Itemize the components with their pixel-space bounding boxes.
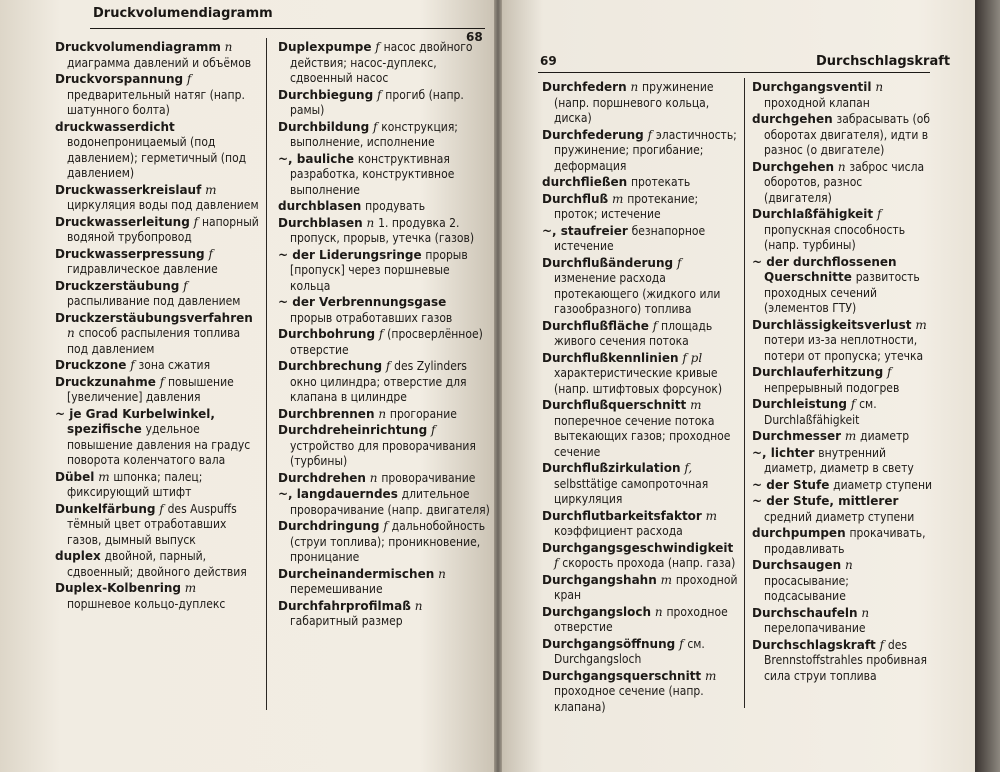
dictionary-entry — [55, 502, 260, 549]
entry-headword: Druckzerstäubung — [55, 278, 180, 293]
entry-gender: n — [438, 566, 446, 581]
dictionary-entry — [542, 175, 738, 191]
entry-translation: заброс числа оборотов, разнос (двигателя) — [764, 159, 925, 205]
entry-translation: просасывание; подсасывание — [764, 573, 849, 603]
entry-gender: f — [850, 397, 856, 411]
dictionary-entry — [542, 224, 738, 255]
entry-headword: Druckvorspannung — [55, 72, 184, 86]
dictionary-entry — [278, 199, 490, 215]
dictionary-entry — [278, 295, 490, 326]
entry-headword: ~ je Grad Kurbelwinkel, spezifische — [55, 406, 215, 436]
entry-translation: продувать — [365, 199, 426, 213]
entry-gender: n — [630, 80, 639, 94]
entry-headword: Durchgangsgeschwindigkeit — [542, 540, 734, 555]
entry-headword: Durchdringung — [278, 519, 380, 533]
entry-gender: n — [654, 604, 663, 619]
entry-translation: циркуляция воды под давлением — [67, 198, 259, 212]
entry-translation: конструктивная разработка, конструктивное выполнение — [290, 151, 455, 197]
entry-translation: площадь живого сечения потока — [554, 318, 713, 348]
dictionary-entry — [278, 88, 490, 119]
entry-headword: ~ der Liderungsringe — [278, 247, 422, 262]
entry-headword: durchblasen — [278, 199, 362, 213]
entry-headword: Durchschaufeln — [752, 605, 858, 620]
right-page — [498, 0, 976, 772]
dictionary-entry — [55, 72, 260, 119]
entry-translation: des Zylinders окно цилиндра; отверстие для клапана в цилиндре — [290, 359, 467, 404]
dictionary-entry — [278, 519, 490, 566]
left-column-1 — [55, 40, 260, 613]
entry-gender: m — [184, 581, 197, 595]
entry-gender: n — [861, 605, 870, 620]
entry-gender: f — [385, 359, 391, 373]
dictionary-entry — [278, 471, 490, 487]
entry-translation: протекать — [631, 175, 691, 189]
entry-translation: des Brennstoffstrahles пробивная сила струи топлива — [764, 637, 927, 683]
dictionary-entry — [55, 581, 260, 612]
entry-translation: характеристические кривые (напр. штифтовых форсунок) — [554, 366, 723, 396]
left-page-number: 68 — [466, 30, 483, 44]
dictionary-entry — [752, 207, 932, 254]
entry-headword: Durchflußzirkulation — [542, 461, 681, 475]
entry-headword: Durchbrennen — [278, 406, 375, 421]
entry-translation: двойной, парный, сдвоенный; двойного действия — [67, 549, 247, 579]
entry-headword: Durchschlagskraft — [752, 637, 876, 652]
dictionary-entry — [752, 160, 932, 207]
right-column-2 — [752, 80, 932, 685]
entry-translation: гидравлическое давление — [67, 262, 218, 276]
entry-gender: f — [159, 374, 165, 389]
entry-headword: Durchgehen — [752, 159, 835, 174]
entry-headword: Durchfedern — [542, 80, 627, 94]
entry-gender: f — [431, 423, 436, 437]
dictionary-entry — [542, 398, 738, 460]
dictionary-entry — [55, 470, 260, 501]
entry-translation: водонепроницаемый (под давлением); герметичный (под давлением) — [67, 135, 247, 180]
entry-headword: Durchbildung — [278, 119, 370, 134]
entry-headword: Druckvolumendiagramm — [55, 40, 221, 54]
entry-translation: устройство для проворачивания (турбины) — [290, 438, 476, 468]
entry-translation: диаметр ступени — [833, 477, 933, 492]
dictionary-entry — [278, 423, 490, 470]
entry-headword: ~, bauliche — [278, 151, 355, 166]
entry-gender: m — [205, 182, 217, 197]
entry-translation: диаметр — [860, 429, 910, 443]
entry-headword: Durchgangsöffnung — [542, 636, 676, 651]
dictionary-entry — [542, 605, 738, 636]
entry-gender: f — [652, 318, 658, 333]
dictionary-entry — [278, 248, 490, 295]
entry-gender: f — [373, 119, 378, 134]
dictionary-entry — [752, 558, 932, 605]
entry-translation: скорость прохода (напр. газа) — [562, 556, 736, 570]
entry-headword: Duplex-Kolbenring — [55, 581, 181, 595]
entry-headword: ~ der Stufe, mittlerer — [752, 494, 899, 508]
entry-translation: прорыв [пропуск] через поршневые кольца — [290, 247, 468, 293]
entry-headword: Durchgangshahn — [542, 572, 657, 587]
entry-headword: ~ der Verbrennungsgase — [278, 295, 447, 309]
entry-headword: Druckzone — [55, 358, 127, 372]
entry-translation: шпонка; палец; фиксирующий штифт — [67, 469, 203, 499]
entry-headword: Druckwasserpressung — [55, 246, 205, 261]
entry-translation: см. Durchlaßfähigkeit — [764, 397, 877, 427]
dictionary-entry — [278, 599, 490, 630]
entry-translation: des Auspuffs тёмный цвет отработавших газов, дымный выпуск — [67, 501, 237, 547]
entry-translation: пружинение (напр. поршневого кольца, диска) — [554, 80, 714, 125]
entry-translation: длительное проворачивание (напр. двигателя) — [290, 487, 490, 517]
entry-headword: Druckwasserkreislauf — [55, 182, 202, 197]
dictionary-entry — [55, 311, 260, 358]
entry-gender: f — [647, 127, 653, 142]
entry-translation: конструкция; выполнение, исполнение — [290, 119, 458, 149]
entry-translation: протекание; проток; истечение — [554, 191, 699, 221]
entry-headword: ~, langdauerndes — [278, 487, 398, 501]
dictionary-entry — [752, 638, 932, 685]
entry-gender: m — [690, 398, 702, 412]
entry-gender: f — [130, 358, 135, 372]
entry-translation: перелопачивание — [764, 621, 866, 635]
right-running-header: Durchschlagskraft — [816, 54, 951, 69]
dictionary-entry — [542, 669, 738, 716]
dictionary-entry — [278, 216, 490, 247]
dictionary-entry — [55, 40, 260, 71]
entry-gender: f, — [684, 461, 693, 475]
entry-translation: проходное сечение (напр. клапана) — [554, 684, 704, 714]
left-running-header: Druckvolumendiagramm — [93, 6, 273, 21]
entry-gender: f — [887, 365, 892, 379]
entry-gender: n — [875, 80, 884, 94]
entry-translation: насос двойного действия; насос-дуплекс, сдвоенный насос — [290, 40, 473, 85]
entry-translation: удельное повышение давления на градус поворота коленчатого вала — [67, 422, 251, 467]
dictionary-entry — [542, 637, 738, 668]
entry-gender: f — [378, 327, 384, 341]
entry-translation: проходной клапан — [764, 95, 870, 110]
entry-translation: прогорание — [389, 406, 457, 421]
entry-translation: габаритный размер — [290, 614, 403, 628]
dictionary-entry — [55, 358, 260, 374]
dictionary-entry — [542, 80, 738, 127]
entry-headword: Durchbohrung — [278, 327, 376, 341]
entry-gender: f — [208, 246, 213, 261]
right-page-number: 69 — [540, 54, 557, 68]
entry-headword: Durchflußfläche — [542, 318, 649, 333]
dictionary-entry — [752, 446, 932, 477]
entry-headword: Druckwasserleitung — [55, 214, 190, 229]
dictionary-entry — [542, 351, 738, 398]
entry-headword: Durchgangsquerschnitt — [542, 668, 702, 683]
entry-translation: проходной кран — [554, 572, 738, 602]
entry-translation: зона сжатия — [138, 358, 211, 372]
entry-gender: n — [224, 40, 233, 54]
entry-headword: Durchfluß — [542, 191, 609, 206]
entry-translation: (просверлённое) отверстие — [290, 327, 483, 357]
dictionary-entry — [542, 573, 738, 604]
dictionary-entry — [55, 247, 260, 278]
entry-headword: Druckzunahme — [55, 374, 156, 389]
entry-translation: прорыв отработавших газов — [290, 310, 453, 325]
dictionary-entry — [278, 152, 490, 199]
dictionary-entry — [752, 526, 932, 557]
entry-gender: m — [611, 191, 624, 206]
entry-gender: f — [383, 519, 388, 533]
entry-headword: Durchfahrprofilmaß — [278, 598, 411, 613]
dictionary-entry — [752, 365, 932, 396]
entry-gender: f — [554, 556, 559, 570]
right-column-divider — [744, 78, 745, 708]
entry-headword: Durchdrehen — [278, 470, 366, 485]
entry-translation: предварительный натяг (напр. шатунного болта) — [67, 87, 245, 117]
entry-translation: коэффициент расхода — [554, 524, 683, 538]
entry-headword: ~, staufreier — [542, 223, 628, 238]
entry-translation: проворачивание — [381, 470, 476, 485]
entry-translation: безнапорное истечение — [554, 223, 706, 253]
entry-translation: средний диаметр ступени — [764, 509, 915, 524]
entry-gender: f — [183, 278, 188, 293]
entry-headword: Durchblasen — [278, 215, 363, 230]
entry-headword: Durchlaßfähigkeit — [752, 207, 874, 221]
dictionary-entry — [278, 40, 490, 87]
entry-headword: Durchlässigkeitsverlust — [752, 317, 912, 332]
dictionary-entry — [278, 487, 490, 518]
dictionary-entry — [752, 494, 932, 525]
entry-headword: Durchflußkennlinien — [542, 350, 679, 365]
entry-translation: selbsttätige самопроточная циркуляция — [554, 476, 709, 506]
entry-headword: durchgehen — [752, 112, 833, 126]
book-gutter — [494, 0, 502, 772]
dictionary-entry — [55, 215, 260, 246]
entry-gender: n — [844, 558, 853, 572]
entry-translation: прогиб (напр. рамы) — [290, 87, 464, 117]
right-column-1 — [542, 80, 738, 716]
entry-gender: f — [879, 637, 885, 652]
dictionary-entry — [752, 429, 932, 445]
entry-translation: пропускная способность (напр. турбины) — [764, 222, 906, 252]
dictionary-entry — [55, 549, 260, 580]
entry-translation: распыливание под давлением — [67, 294, 241, 308]
entry-headword: duplex — [55, 549, 101, 563]
entry-gender: f — [377, 87, 382, 102]
entry-headword: Duplexpumpe — [278, 40, 372, 54]
entry-headword: ~ der durchflossenen Querschnitte — [752, 254, 897, 284]
dictionary-entry — [542, 128, 738, 175]
right-header-rule — [538, 72, 930, 73]
book-cover-edge — [975, 0, 1000, 772]
entry-gender: f — [679, 636, 684, 651]
entry-translation: дальнобойность (струи топлива); проникновение, проницание — [290, 519, 486, 564]
entry-translation: развитость проходных сечений (элементов ГТУ) — [764, 270, 920, 315]
entry-translation: диаграмма давлений и объёмов — [67, 55, 252, 70]
entry-gender: f — [876, 207, 882, 221]
dictionary-entry — [278, 407, 490, 423]
entry-translation: см. Durchgangsloch — [554, 636, 705, 666]
dictionary-entry — [278, 120, 490, 151]
entry-gender: n — [378, 406, 387, 421]
entry-gender: f — [186, 72, 192, 86]
entry-headword: Durchmesser — [752, 429, 842, 443]
left-column-divider — [266, 38, 267, 710]
entry-gender: f — [159, 501, 164, 516]
left-column-2 — [278, 40, 490, 631]
entry-gender: f — [375, 40, 380, 54]
dictionary-entry — [542, 461, 738, 508]
entry-headword: Durcheinandermischen — [278, 566, 435, 581]
entry-translation: внутренний диаметр, диаметр в свету — [764, 445, 914, 475]
dictionary-entry — [752, 397, 932, 428]
entry-gender: m — [660, 572, 672, 587]
entry-headword: druckwasserdicht — [55, 119, 175, 134]
entry-headword: durchpumpen — [752, 526, 846, 540]
dictionary-entry — [542, 319, 738, 350]
entry-gender: n — [414, 598, 423, 613]
entry-headword: Dunkelfärbung — [55, 501, 156, 516]
dictionary-entry — [542, 192, 738, 223]
dictionary-entry — [278, 359, 490, 406]
entry-headword: Durchgangsloch — [542, 604, 652, 619]
entry-headword: Durchfederung — [542, 127, 644, 142]
dictionary-entry — [542, 541, 738, 572]
entry-headword: Durchlauferhitzung — [752, 365, 884, 379]
dictionary-entry — [542, 256, 738, 318]
entry-gender: n — [67, 326, 75, 340]
entry-gender: m — [705, 508, 718, 523]
entry-headword: Durchdreheinrichtung — [278, 423, 428, 437]
dictionary-entry — [278, 327, 490, 358]
dictionary-entry — [55, 183, 260, 214]
dictionary-entry — [752, 478, 932, 494]
entry-headword: Durchbiegung — [278, 87, 374, 102]
dictionary-entry — [752, 112, 932, 159]
entry-headword: Durchbrechung — [278, 359, 383, 373]
entry-translation: проходное отверстие — [554, 604, 728, 634]
entry-gender: f pl — [682, 350, 703, 365]
left-header-rule — [90, 28, 485, 29]
entry-translation: изменение расхода протекающего (жидкого или газообразного) топлива — [554, 271, 721, 316]
entry-translation: поперечное сечение потока вытекающих газов; проходное сечение — [554, 413, 731, 459]
entry-gender: m — [915, 317, 927, 332]
left-page — [0, 0, 498, 772]
entry-translation: способ распыления топлива под давлением — [67, 326, 241, 356]
entry-translation: 1. продувка 2. пропуск, прорыв, утечка (газов) — [290, 215, 475, 245]
dictionary-entry — [542, 509, 738, 540]
entry-gender: m — [705, 668, 717, 683]
entry-gender: n — [366, 215, 375, 230]
entry-headword: ~, lichter — [752, 445, 815, 460]
entry-gender: m — [98, 469, 110, 484]
entry-gender: n — [837, 159, 846, 174]
entry-headword: durchfließen — [542, 175, 628, 189]
entry-translation: непрерывный подогрев — [764, 380, 900, 395]
entry-gender: f — [676, 255, 682, 270]
entry-gender: f — [193, 214, 199, 229]
dictionary-entry — [752, 318, 932, 365]
entry-translation: повышение [увеличение] давления — [67, 374, 234, 404]
dictionary-entry — [55, 407, 260, 469]
entry-headword: ~ der Stufe — [752, 477, 830, 492]
dictionary-entry — [752, 606, 932, 637]
entry-headword: Durchflußquerschnitt — [542, 398, 687, 412]
entry-headword: Durchgangsventil — [752, 80, 872, 94]
entry-gender: m — [844, 429, 857, 443]
dictionary-entry — [55, 375, 260, 406]
entry-headword: Durchleistung — [752, 397, 847, 411]
entry-gender: n — [369, 470, 378, 485]
entry-translation: напорный водяной трубопровод — [67, 214, 259, 244]
entry-translation: поршневое кольцо-дуплекс — [67, 596, 226, 611]
dictionary-entry — [55, 279, 260, 310]
dictionary-entry — [278, 567, 490, 598]
entry-headword: Dübel — [55, 469, 95, 484]
entry-translation: потери из-за неплотности, потери от пропуска; утечка — [764, 333, 924, 363]
dictionary-entry — [752, 80, 932, 111]
entry-translation: забрасывать (об оборотах двигателя), идти в разнос (о двигателе) — [764, 112, 930, 157]
entry-translation: эластичность; пружинение; прогибание; деформация — [554, 127, 737, 173]
entry-headword: Druckzerstäubungsverfahren — [55, 310, 253, 325]
entry-headword: Durchflußänderung — [542, 255, 674, 270]
entry-translation: прокачивать, продавливать — [764, 526, 926, 556]
entry-translation: перемешивание — [290, 582, 383, 596]
dictionary-entry — [752, 255, 932, 317]
dictionary-entry — [55, 120, 260, 182]
entry-headword: Durchflutbarkeitsfaktor — [542, 508, 702, 523]
entry-headword: Durchsaugen — [752, 558, 842, 572]
